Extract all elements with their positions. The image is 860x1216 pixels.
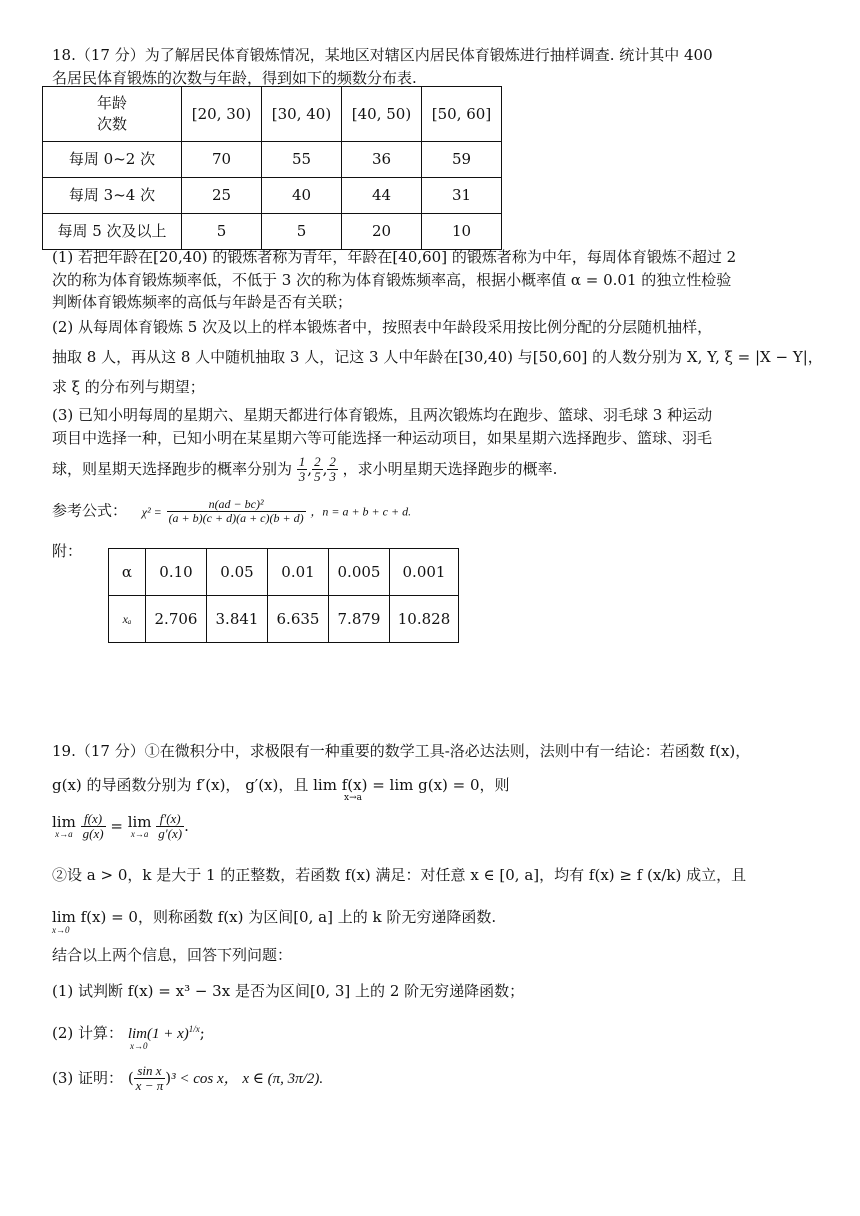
corner-label-age: 年龄 bbox=[96, 94, 127, 112]
table-cell: 70 bbox=[182, 142, 262, 178]
q18-part3 bbox=[52, 404, 812, 485]
q18-part3-line3: 球，则星期天选择跑步的概率分别为 $\frac{1}{3}$ , $\frac{2}{5}$ , $\frac{2}{3}$ ，求小明星期天选择跑步的概率. bbox=[52, 454, 558, 485]
table-cell: 44 bbox=[342, 178, 422, 214]
q18-intro-line2: 名居民体育锻炼的次数与年龄，得到如下的频数分布表. bbox=[52, 68, 417, 87]
q18-part3-line3-text-a: 球，则星期天选择跑步的概率分别为 bbox=[52, 459, 293, 478]
q19-part2: (2) 计算： $\lim(1 + x)^{1/x}$; x→0 bbox=[52, 1022, 812, 1046]
part2-expression: lim(1 + x) bbox=[127, 1026, 189, 1042]
fraction-2: $\frac{2}{5}$ bbox=[314, 454, 321, 485]
part2-exponent: 1/x bbox=[188, 1024, 200, 1034]
table-header-row bbox=[43, 87, 502, 142]
fraction-f-over-g: $\frac{f(x)}{g(x)}$ bbox=[82, 811, 104, 842]
fraction-fprime-over-gprime: $\frac{f'(x)}{g'(x)}$ bbox=[158, 811, 183, 842]
q18-part3-line3-text-b: ，求小明星期天选择跑步的概率. bbox=[342, 459, 558, 478]
q18-part3-line2: 项目中选择一种，已知小明在某星期六等可能选择一种运动项目，如果星期六选择跑步、篮球、羽毛 bbox=[52, 428, 713, 447]
row-label: 每周 3~4 次 bbox=[43, 178, 182, 214]
appendix-label: 附： bbox=[52, 542, 83, 560]
q18-part2-line3: 求 ξ 的分布列与期望； bbox=[52, 378, 205, 396]
table-cell: 0.05 bbox=[207, 549, 268, 596]
row-label: α bbox=[109, 549, 146, 596]
q18-part1-line1: (1) 若把年龄在[20,40) 的锻炼者称为青年，年龄在[40,60] 的锻炼者称为中年，每周体育锻炼不超过 2 bbox=[52, 248, 737, 266]
limit-operator: lim x→a bbox=[127, 812, 152, 839]
q18-intro bbox=[52, 44, 812, 89]
table-cell: 2.706 bbox=[146, 596, 207, 643]
q18-part1 bbox=[52, 246, 812, 314]
limit-subscript: x→0 bbox=[52, 925, 70, 935]
q19-line4: ②设 a > 0，k 是大于 1 的正整数，若函数 f(x) 满足：对任意 x ∈ [0, a]，均有 f(x) ≥ f (x/k) 成立，且 bbox=[52, 866, 747, 884]
lhopital-formula: lim x→a $\frac{f(x)}{g(x)}$ = lim x→a $\frac{f'(x)}{g'(x)}$ . bbox=[52, 811, 189, 842]
table-cell: 6.635 bbox=[268, 596, 329, 643]
table-cell: 36 bbox=[342, 142, 422, 178]
q19-line2: g(x) 的导函数分别为 f′(x)， g′(x)，且 lim f(x) = lim g(x) = 0，则 x→a bbox=[52, 774, 812, 797]
q18-part2 bbox=[52, 316, 823, 399]
formula-lhs: χ² = bbox=[141, 504, 162, 519]
table-corner-cell bbox=[43, 87, 182, 142]
q18-part1-line2: 次的称为体育锻炼频率低，不低于 3 次的称为体育锻炼频率高，根据小概率值 α = 0.01 的独立性检验 bbox=[52, 270, 732, 289]
formula-tail: ，n = a + b + c + d. bbox=[310, 504, 412, 519]
fraction-3: $\frac{2}{3}$ bbox=[329, 454, 336, 485]
formula-fraction: $\frac{\text{n(ad − bc)²}}{(a + b)(c + d)(a + c)(b + d)}$ bbox=[168, 497, 304, 526]
table-row bbox=[43, 142, 502, 178]
frequency-table bbox=[42, 86, 502, 250]
column-header: [20, 30) bbox=[182, 87, 262, 142]
limit-operator: lim x→a bbox=[52, 812, 76, 839]
table-cell: 0.005 bbox=[329, 549, 390, 596]
q19-part1: (1) 试判断 f(x) = x³ − 3x 是否为区间[0, 3] 上的 2 阶无穷递降函数； bbox=[52, 982, 525, 1000]
q18-part2-line1: (2) 从每周体育锻炼 5 次及以上的样本锻炼者中，按照表中年龄段采用按比例分配的分层随机抽样， bbox=[52, 318, 713, 336]
table-cell: 59 bbox=[422, 142, 502, 178]
q18-part1-line3: 判断体育锻炼频率的高低与年龄是否有关联； bbox=[52, 293, 353, 311]
table-cell: 10.828 bbox=[390, 596, 459, 643]
q18-part2-line2: 抽取 8 人，再从这 8 人中随机抽取 3 人，记这 3 人中年龄在[30,40) 与[50,60] 的人数分别为 X, Y, ξ = |X − Y|， bbox=[52, 348, 823, 366]
reference-formula bbox=[52, 498, 812, 525]
table-cell: 40 bbox=[262, 178, 342, 214]
table-cell: 0.10 bbox=[146, 549, 207, 596]
table-cell: 3.841 bbox=[207, 596, 268, 643]
q18-part3-line1: (3) 已知小明每周的星期六、星期天都进行体育锻炼，且两次锻炼均在跑步、篮球、羽毛球 3 种运动 bbox=[52, 406, 713, 424]
part3-tail: ³ < cos x， x ∈ (π, 3π/2). bbox=[171, 1070, 324, 1087]
limit-subscript: x→a bbox=[344, 793, 362, 803]
q19-line6: 结合以上两个信息，回答下列问题： bbox=[52, 946, 293, 964]
q18-intro-line1: 18.（17 分）为了解居民体育锻炼情况，某地区对辖区内居民体育锻炼进行抽样调查. 统计其中 400 bbox=[52, 46, 713, 64]
row-label: 每周 5 次及以上 bbox=[43, 214, 182, 250]
table-row bbox=[43, 178, 502, 214]
formula-label: 参考公式： bbox=[52, 501, 128, 520]
table-row bbox=[43, 214, 502, 250]
table-cell: 25 bbox=[182, 178, 262, 214]
corner-label-count: 次数 bbox=[96, 115, 127, 133]
table-row bbox=[109, 596, 459, 643]
table-cell: 20 bbox=[342, 214, 422, 250]
q19-line1: 19.（17 分）①在微积分中，求极限有一种重要的数学工具-洛必达法则，法则中有一结论：若函数 f(x)， bbox=[52, 742, 751, 760]
table-cell: 55 bbox=[262, 142, 342, 178]
table-cell: 0.001 bbox=[390, 549, 459, 596]
table-row bbox=[109, 549, 459, 596]
row-label: xₐ bbox=[109, 596, 146, 643]
column-header: [30, 40) bbox=[262, 87, 342, 142]
q19-part3: (3) 证明： ( $\frac{\text{sin x}}{x - \pi}$ )³ < cos x， x ∈ (π, 3π/2). bbox=[52, 1063, 324, 1094]
table-cell: 5 bbox=[182, 214, 262, 250]
sin-fraction: $\frac{\text{sin x}}{x - \pi}$ bbox=[135, 1063, 164, 1094]
column-header: [40, 50) bbox=[342, 87, 422, 142]
table-cell: 5 bbox=[262, 214, 342, 250]
column-header: [50, 60] bbox=[422, 87, 502, 142]
table-cell: 31 bbox=[422, 178, 502, 214]
row-label: 每周 0~2 次 bbox=[43, 142, 182, 178]
critical-value-table bbox=[108, 548, 459, 643]
table-cell: 0.01 bbox=[268, 549, 329, 596]
q19-line5: lim f(x) = 0，则称函数 f(x) 为区间[0, a] 上的 k 阶无穷递降函数. x→0 bbox=[52, 906, 812, 929]
table-cell: 10 bbox=[422, 214, 502, 250]
fraction-1: $\frac{1}{3}$ bbox=[298, 454, 306, 485]
table-cell: 7.879 bbox=[329, 596, 390, 643]
limit-subscript: x→0 bbox=[130, 1041, 148, 1051]
